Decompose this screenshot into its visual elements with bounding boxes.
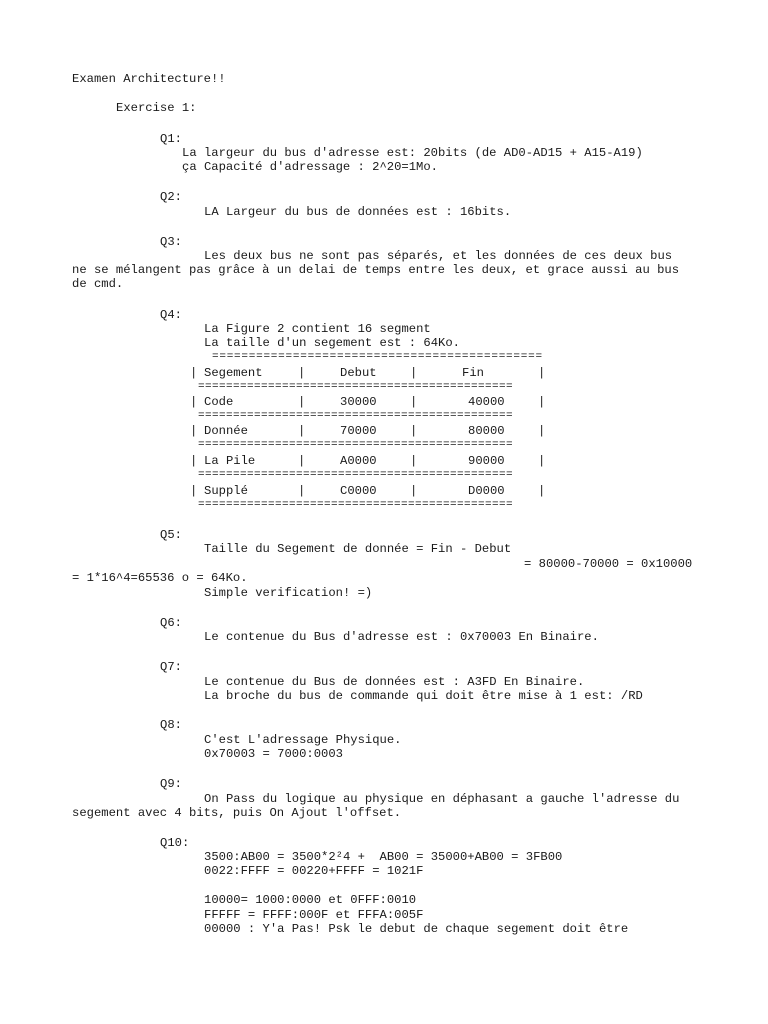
q1-label: Q1: (160, 132, 182, 146)
table-cell-fin: 40000 (468, 395, 505, 409)
table-pipe: | (410, 395, 418, 409)
table-header-debut: Debut (340, 366, 377, 380)
table-header-segment: Segement (204, 366, 263, 380)
table-cell-debut: 30000 (340, 395, 377, 409)
table-header-fin: Fin (462, 366, 484, 380)
q10-label: Q10: (160, 836, 190, 850)
q9-line: segement avec 4 bits, puis On Ajout l'offset. (72, 806, 402, 820)
table-pipe: | (410, 484, 418, 498)
table-cell-segment: Code (204, 395, 234, 409)
table-pipe: | (298, 395, 306, 409)
q3-line: Les deux bus ne sont pas séparés, et les données de ces deux bus (204, 249, 673, 263)
q4-line: La Figure 2 contient 16 segment (204, 322, 431, 336)
q6-line: Le contenue du Bus d'adresse est : 0x70003 En Binaire. (204, 630, 599, 644)
q10-line: 10000= 1000:0000 et 0FFF:0010 (204, 893, 417, 907)
q4-line: La taille d'un segement est : 64Ko. (204, 336, 460, 350)
q7-line: Le contenue du Bus de données est : A3FD En Binaire. (204, 675, 585, 689)
q3-line: de cmd. (72, 277, 124, 291)
q3-label: Q3: (160, 235, 182, 249)
table-cell-segment: Donnée (204, 424, 248, 438)
table-pipe: | (538, 366, 546, 380)
q5-line: = 80000-70000 = 0x10000 (524, 557, 693, 571)
q5-line: Taille du Segement de donnée = Fin - Debut (204, 542, 512, 556)
q10-line: 3500:AB00 = 3500*2²4 + AB00 = 35000+AB00 = 3FB00 (204, 850, 563, 864)
table-cell-segment: Supplé (204, 484, 248, 498)
q5-label: Q5: (160, 528, 182, 542)
table-cell-debut: C0000 (340, 484, 377, 498)
q7-label: Q7: (160, 660, 182, 674)
table-pipe: | (410, 424, 418, 438)
table-pipe: | (538, 395, 546, 409)
table-cell-fin: 80000 (468, 424, 505, 438)
table-pipe: | (298, 454, 306, 468)
table-pipe: | (298, 484, 306, 498)
q5-line: Simple verification! =) (204, 586, 373, 600)
table-pipe: | (190, 424, 198, 438)
table-pipe: | (538, 424, 546, 438)
table-pipe: | (298, 424, 306, 438)
q1-line: La largeur du bus d'adresse est: 20bits (de AD0-AD15 + A15-A19) (182, 146, 643, 160)
table-cell-fin: 90000 (468, 454, 505, 468)
table-cell-fin: D0000 (468, 484, 505, 498)
q1-line: ça Capacité d'adressage : 2^20=1Mo. (182, 160, 438, 174)
q10-line: 00000 : Y'a Pas! Psk le debut de chaque segement doit être (204, 922, 629, 936)
q10-line: FFFFF = FFFF:000F et FFFA:005F (204, 908, 424, 922)
q4-label: Q4: (160, 308, 182, 322)
q6-label: Q6: (160, 616, 182, 630)
q8-line: 0x70003 = 7000:0003 (204, 747, 343, 761)
table-pipe: | (190, 366, 198, 380)
table-border: ============================================= (198, 410, 514, 422)
table-border: ============================================= (198, 381, 514, 393)
exercise-heading: Exercise 1: (116, 101, 197, 115)
q2-line: LA Largeur du bus de données est : 16bits. (204, 205, 512, 219)
q10-line: 0022:FFFF = 00220+FFFF = 1021F (204, 864, 424, 878)
table-cell-debut: A0000 (340, 454, 377, 468)
table-pipe: | (190, 454, 198, 468)
table-pipe: | (298, 366, 306, 380)
q2-label: Q2: (160, 190, 182, 204)
table-pipe: | (190, 395, 198, 409)
table-border: ============================================= (198, 439, 514, 451)
table-pipe: | (410, 366, 418, 380)
table-pipe: | (410, 454, 418, 468)
document-title: Examen Architecture!! (72, 72, 226, 86)
q3-line: ne se mélangent pas grâce à un delai de temps entre les deux, et grace aussi au bus (72, 263, 680, 277)
table-border: ============================================= (212, 351, 543, 363)
table-border: ============================================= (198, 499, 514, 511)
q7-line: La broche du bus de commande qui doit être mise à 1 est: /RD (204, 689, 643, 703)
q9-label: Q9: (160, 777, 182, 791)
q5-line: = 1*16^4=65536 o = 64Ko. (72, 571, 248, 585)
table-pipe: | (538, 454, 546, 468)
table-pipe: | (538, 484, 546, 498)
q8-line: C'est L'adressage Physique. (204, 733, 402, 747)
q8-label: Q8: (160, 718, 182, 732)
table-cell-segment: La Pile (204, 454, 256, 468)
table-border: ============================================= (198, 469, 514, 481)
q9-line: On Pass du logique au physique en déphasant a gauche l'adresse du (204, 792, 680, 806)
table-cell-debut: 70000 (340, 424, 377, 438)
table-pipe: | (190, 484, 198, 498)
